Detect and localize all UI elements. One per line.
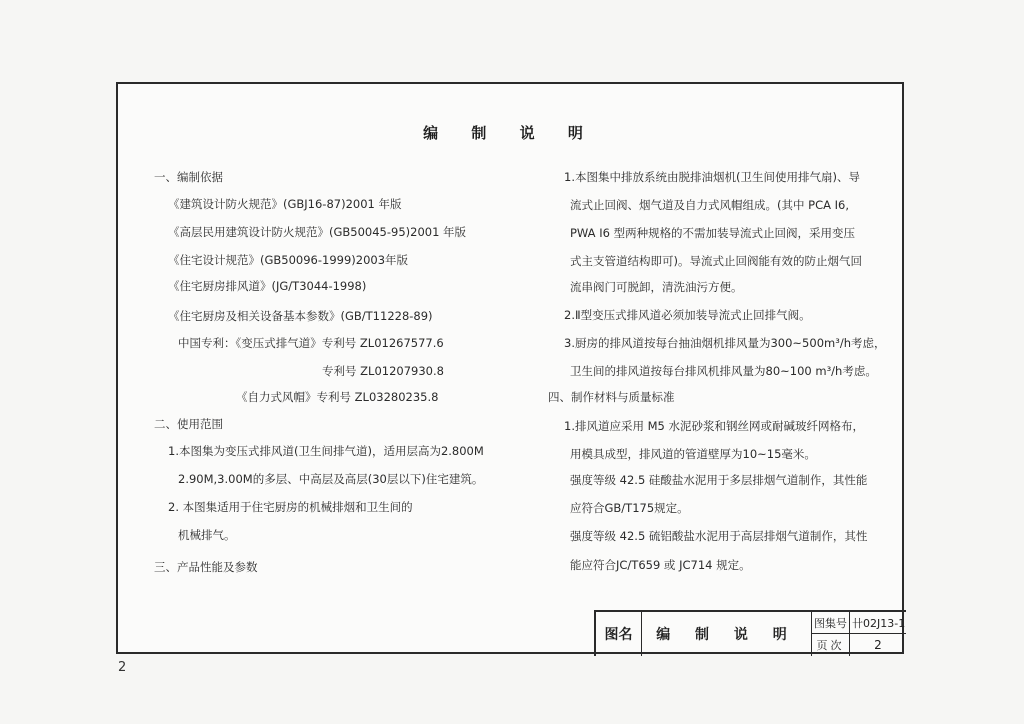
- title-block: [594, 610, 906, 656]
- section-heading: 三、产品性能及参数: [154, 560, 258, 574]
- text-line: 流式止回阀、烟气道及自力式风帽组成。(其中 PCA Ⅰ6,: [570, 198, 849, 212]
- text-line: 强度等级 42.5 硅酸盐水泥用于多层排烟气道制作，其性能: [570, 473, 868, 487]
- text-line: 卫生间的排风道按每台排风机排风量为80~100 m³/h考虑。: [570, 364, 877, 378]
- title-block-label: 图名: [596, 612, 642, 656]
- text-line: 应符合GB/T175规定。: [570, 501, 689, 515]
- atlas-number-label: 图集号: [812, 612, 850, 634]
- page-number: 2: [118, 660, 127, 675]
- text-line: 《建筑设计防火规范》(GBJ16-87)2001 年版: [168, 197, 402, 211]
- text-line: 流串阀门可脱卸，清洗油污方便。: [570, 280, 743, 294]
- text-line: 1.排风道应采用 M5 水泥砂浆和钢丝网或耐碱玻纤网格布，: [564, 419, 865, 433]
- drawing-sheet: [116, 82, 904, 654]
- page-label: 页次: [812, 634, 850, 656]
- page-title: 编 制 说 明: [423, 124, 597, 142]
- text-line: 2.Ⅱ型变压式排风道必须加装导流式止回排气阀。: [564, 308, 811, 322]
- text-line: 中国专利：《变压式排气道》专利号 ZL01267577.6: [178, 336, 444, 350]
- text-line: 专利号 ZL01207930.8: [322, 364, 444, 378]
- text-line: 强度等级 42.5 硫铝酸盐水泥用于高层排烟气道制作，其性: [570, 529, 868, 543]
- page-value: 2: [874, 638, 882, 652]
- text-line: 1.本图集为变压式排风道(卫生间排气道)，适用层高为2.800M: [168, 444, 484, 458]
- text-line: PWA Ⅰ6 型两种规格的不需加装导流式止回阀，采用变压: [570, 226, 856, 240]
- text-line: 式主支管道结构即可)。导流式止回阀能有效的防止烟气回: [570, 254, 862, 268]
- text-line: 能应符合JC/T659 或 JC714 规定。: [570, 558, 751, 572]
- text-line: 2.90M,3.00M的多层、中高层及高层(30层以下)住宅建筑。: [178, 472, 484, 486]
- section-heading: 一、编制依据: [154, 170, 223, 184]
- title-block-name: 编 制 说 明: [642, 612, 812, 656]
- section-heading: 四、制作材料与质量标准: [548, 390, 675, 404]
- text-line: 1.本图集中排放系统由脱排油烟机(卫生间使用排气扇)、导: [564, 170, 860, 184]
- atlas-number: 卄02J13-1: [850, 612, 906, 634]
- text-line: 机械排气。: [178, 528, 236, 542]
- text-line: 3.厨房的排风道按每台抽油烟机排风量为300~500m³/h考虑，: [564, 336, 886, 350]
- text-line: 2. 本图集适用于住宅厨房的机械排烟和卫生间的: [168, 500, 413, 514]
- text-line: 《住宅设计规范》(GB50096-1999)2003年版: [168, 253, 409, 267]
- text-line: 《住宅厨房排风道》(JG/T3044-1998): [168, 279, 367, 293]
- text-line: 用模具成型，排风道的管道壁厚为10~15毫米。: [570, 447, 816, 461]
- text-line: 《住宅厨房及相关设备基本参数》(GB/T11228-89): [168, 309, 433, 323]
- text-line: 《自力式风帽》专利号 ZL03280235.8: [236, 390, 439, 404]
- section-heading: 二、使用范围: [154, 417, 223, 431]
- text-line: 《高层民用建筑设计防火规范》(GB50045-95)2001 年版: [168, 225, 467, 239]
